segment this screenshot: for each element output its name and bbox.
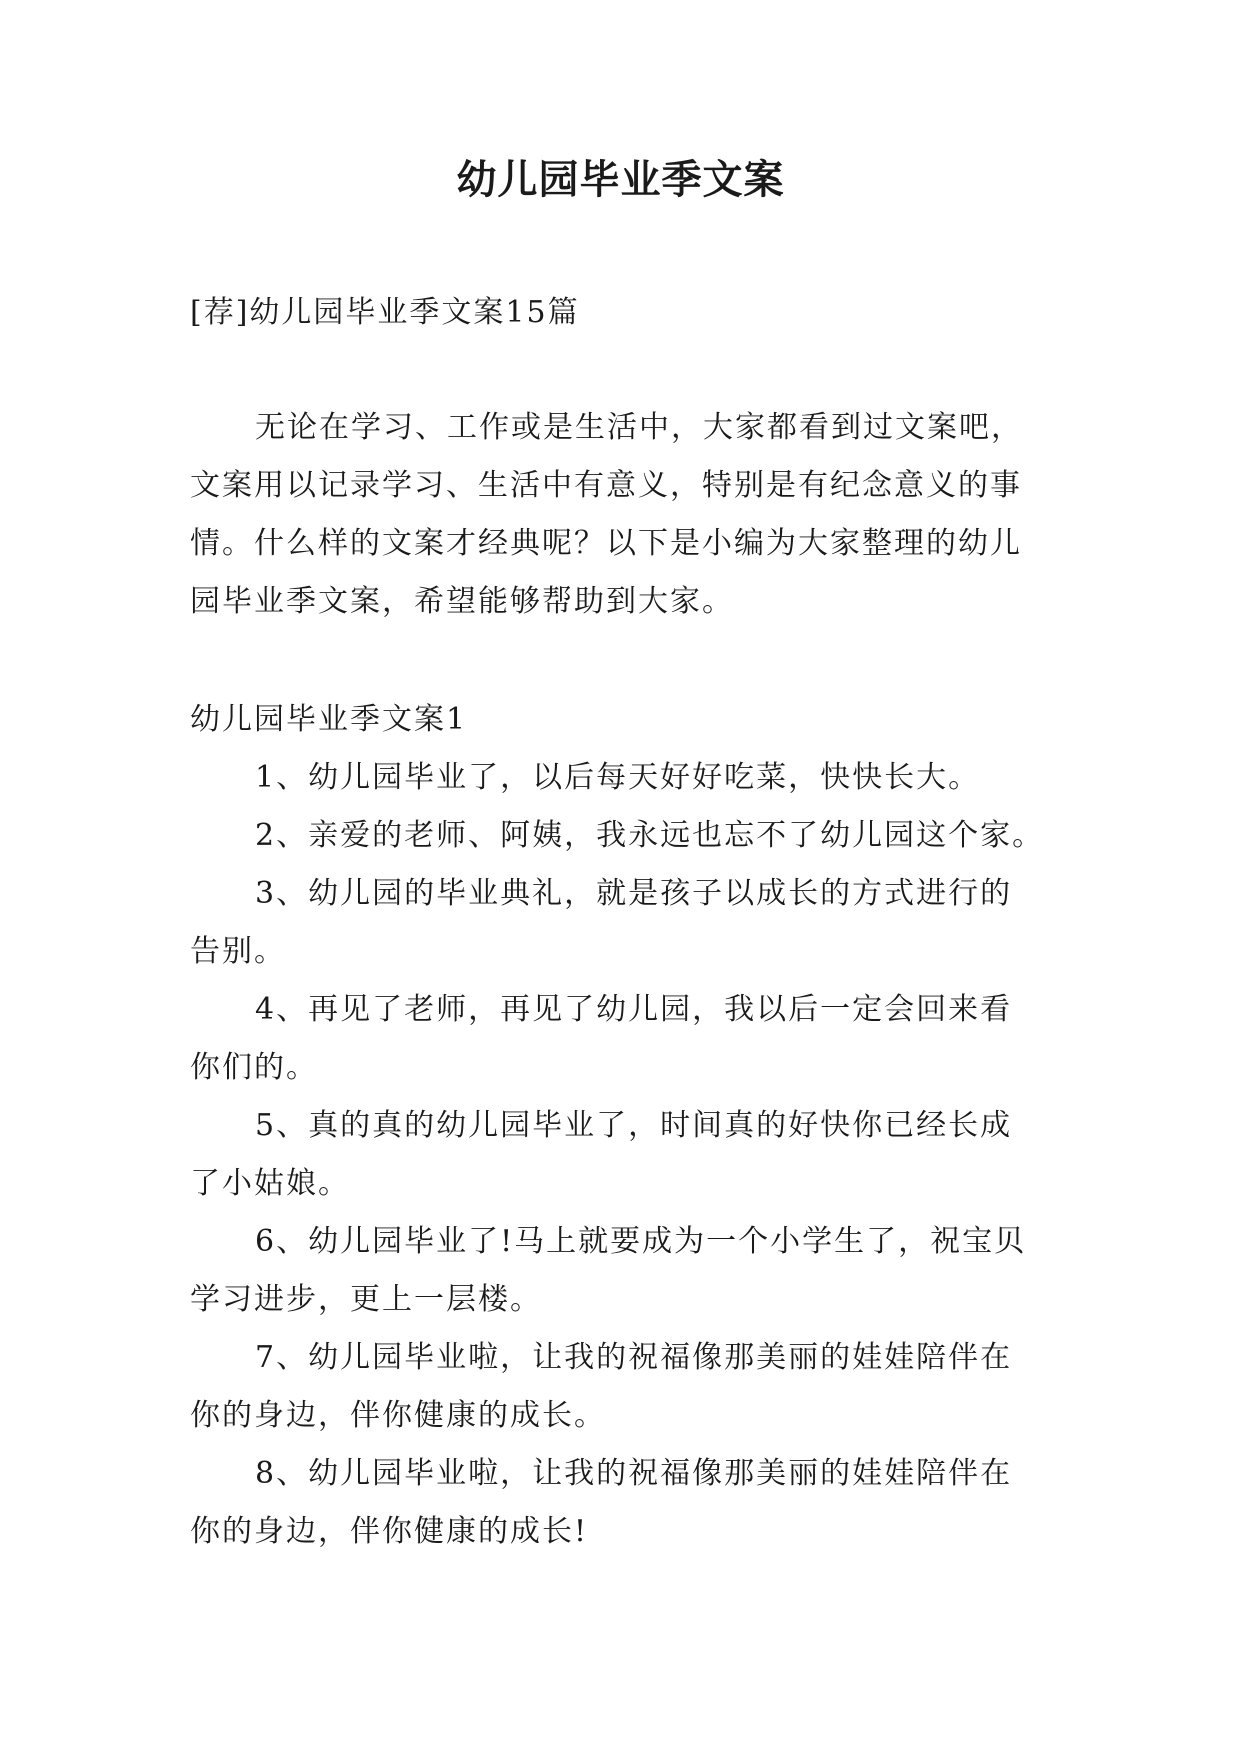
list-item-continuation: 你们的。 (190, 1050, 318, 1085)
list-item-continuation: 你的身边，伴你健康的成长。 (190, 1398, 606, 1433)
intro-line: 园毕业季文案，希望能够帮助到大家。 (190, 584, 734, 619)
intro-line: 文案用以记录学习、生活中有意义，特别是有纪念意义的事 (190, 468, 1022, 503)
list-item: 3、幼儿园的毕业典礼，就是孩子以成长的方式进行的 (255, 876, 1013, 911)
list-item: 8、幼儿园毕业啦，让我的祝福像那美丽的娃娃陪伴在 (255, 1456, 1013, 1491)
list-item: 7、幼儿园毕业啦，让我的祝福像那美丽的娃娃陪伴在 (255, 1340, 1013, 1375)
section-heading: 幼儿园毕业季文案1 (190, 702, 468, 737)
intro-line: 无论在学习、工作或是生活中，大家都看到过文案吧， (255, 410, 1023, 445)
list-item-continuation: 告别。 (190, 934, 286, 969)
list-item-continuation: 你的身边，伴你健康的成长! (190, 1514, 589, 1549)
page-title: 幼儿园毕业季文案 (456, 157, 785, 203)
list-item-continuation: 学习进步，更上一层楼。 (190, 1282, 542, 1317)
document-subtitle: [荐]幼儿园毕业季文案15篇 (190, 295, 580, 330)
intro-line: 情。什么样的文案才经典呢？以下是小编为大家整理的幼儿 (190, 526, 1022, 561)
list-item: 4、再见了老师，再见了幼儿园，我以后一定会回来看 (255, 992, 1013, 1027)
list-item: 6、幼儿园毕业了!马上就要成为一个小学生了，祝宝贝 (255, 1224, 1027, 1259)
list-item: 5、真的真的幼儿园毕业了，时间真的好快你已经长成 (255, 1108, 1013, 1143)
list-item-continuation: 了小姑娘。 (190, 1166, 350, 1201)
list-item: 1、幼儿园毕业了，以后每天好好吃菜，快快长大。 (255, 760, 981, 795)
list-item: 2、亲爱的老师、阿姨，我永远也忘不了幼儿园这个家。 (255, 818, 1045, 853)
